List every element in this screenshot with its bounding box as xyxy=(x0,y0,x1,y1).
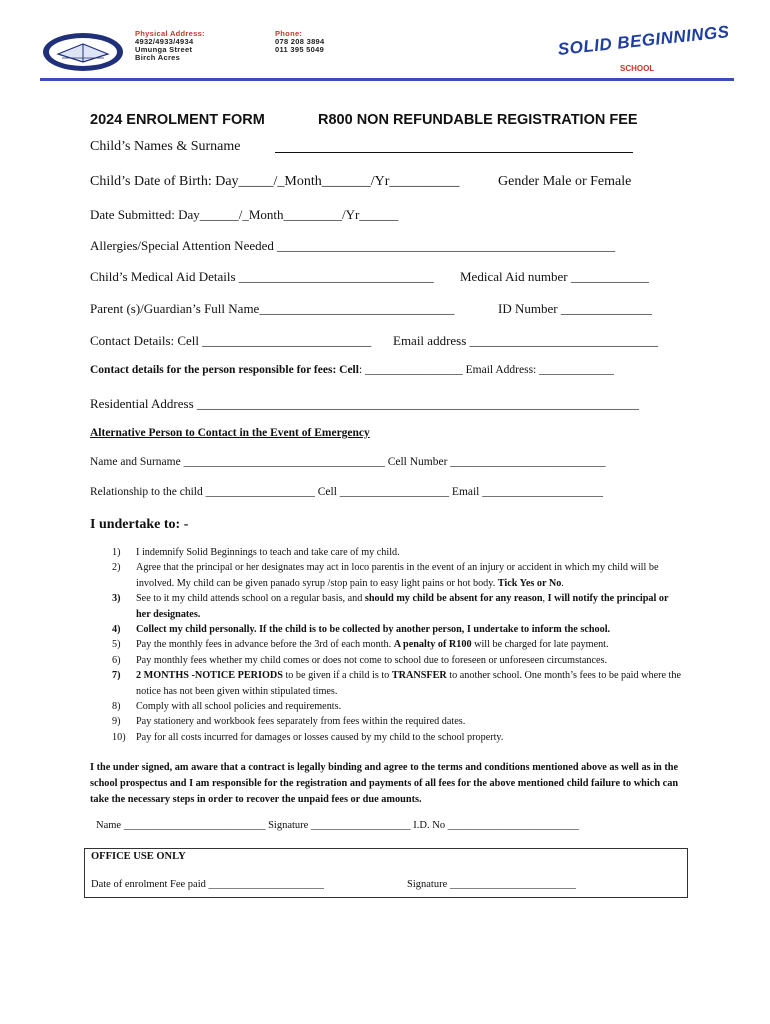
child-names-field[interactable] xyxy=(275,152,633,153)
list-item-text: TRANSFER xyxy=(391,670,447,682)
brand-sub: SCHOOL xyxy=(620,64,655,73)
list-item xyxy=(112,714,682,729)
signoff-field[interactable]: Name ___________________________ Signature ___________________ I.D. No _________________________ xyxy=(96,820,579,831)
list-item-text: Collect my child personally. If the child is to be collected by another person, I undertake to inform the school. xyxy=(136,624,611,636)
list-item-number: 5) xyxy=(112,639,121,651)
child-dob-field[interactable]: Child’s Date of Birth: Day_____/_Month_______/Yr__________ xyxy=(90,174,460,189)
list-item-number: 4) xyxy=(112,624,121,636)
phone-block xyxy=(275,30,324,54)
child-names-label: Child’s Names & Surname xyxy=(90,139,241,154)
id-number-field[interactable]: ID Number ______________ xyxy=(498,301,652,316)
form-title: 2024 ENROLMENT FORM xyxy=(90,112,265,128)
letterhead xyxy=(40,22,734,80)
fees-contact-label: Contact details for the person responsible for fees: Cell xyxy=(90,364,359,376)
registration-fee-title: R800 NON REFUNDABLE REGISTRATION FEE xyxy=(318,112,638,128)
physical-address xyxy=(135,30,205,62)
list-item-text: Agree that the principal or her designates may act in loco parentis in the event of an injury or accident in which my child will be involved. My child can be given panado syrup /stop pain to easy light pains or hot body. xyxy=(136,562,659,589)
fees-contact-blanks: : _________________ Email Address: _____________ xyxy=(358,364,614,376)
list-item-number: 10) xyxy=(112,731,126,743)
list-item-number: 2) xyxy=(112,562,121,574)
address-label: Physical Address: xyxy=(135,29,205,38)
enrolment-fee-field[interactable]: Date of enrolment Fee paid ______________________ xyxy=(91,879,324,890)
list-item-text: to another school. One month’s fees to be paid where the notice has not been given within stipulated times. xyxy=(136,670,681,697)
list-item-number: 6) xyxy=(112,654,121,666)
phone-label: Phone: xyxy=(275,29,303,38)
list-item-text: I indemnify Solid Beginnings to teach and take care of my child. xyxy=(136,547,400,558)
list-item-text: Tick Yes or No xyxy=(497,577,562,589)
phone-number: 078 208 3894 xyxy=(275,37,325,46)
fees-contact-field[interactable] xyxy=(90,364,614,376)
office-signature-field[interactable]: Signature ________________________ xyxy=(407,879,576,890)
list-item-text: Pay the monthly fees in advance before the 3rd of each month. xyxy=(136,639,394,651)
parent-name-field[interactable]: Parent (s)/Guardian’s Full Name______________________________ xyxy=(90,301,455,316)
date-submitted-field[interactable]: Date Submitted: Day______/_Month_________/Yr______ xyxy=(90,207,399,222)
brand-logo xyxy=(550,22,731,76)
alt-relationship-field[interactable]: Relationship to the child ___________________ Cell ___________________ Email _____________________ xyxy=(90,486,604,498)
list-item-text: will be charged for late payment. xyxy=(471,639,609,651)
office-use-heading: OFFICE USE ONLY xyxy=(91,851,186,862)
office-use-box xyxy=(84,848,688,898)
list-item xyxy=(112,699,682,714)
address-line: 4932/4933/4934 xyxy=(135,37,194,46)
allergies-field[interactable]: Allergies/Special Attention Needed ____________________________________________________ xyxy=(90,238,616,253)
list-item xyxy=(112,730,682,745)
address-line: Umunga Street xyxy=(135,45,193,54)
contact-email-field[interactable]: Email address _____________________________ xyxy=(393,333,659,348)
school-crest-icon xyxy=(42,32,124,72)
declaration: I the under signed, am aware that a contract is legally binding and agree to the terms and conditions mentioned above as well as in the school prospectus and I am responsible for the registration and payments of all fees for the above mentioned child failure to which can take the necessary steps in order to recover the unpaid fees or due amounts. xyxy=(90,762,679,805)
list-item-text: A penalty of R100 xyxy=(393,639,472,651)
address-line: Birch Acres xyxy=(135,53,181,62)
list-item-number: 3) xyxy=(112,593,121,605)
list-item-text: should my child be absent for any reason xyxy=(364,593,543,605)
contact-cell-field[interactable]: Contact Details: Cell __________________________ xyxy=(90,333,372,348)
list-item xyxy=(112,622,682,637)
list-item xyxy=(112,637,682,652)
list-item-number: 9) xyxy=(112,716,121,728)
residential-address-field[interactable]: Residential Address ____________________________________________________________________ xyxy=(90,396,639,411)
list-item xyxy=(112,653,682,668)
list-item-text: 2 MONTHS -NOTICE PERIODS xyxy=(136,670,283,682)
gender-field[interactable]: Gender Male or Female xyxy=(498,174,632,189)
list-item xyxy=(112,560,682,591)
list-item-text: . xyxy=(561,577,564,589)
list-item xyxy=(112,545,682,560)
phone-number: 011 395 5049 xyxy=(275,45,325,54)
emergency-contact-heading: Alternative Person to Contact in the Event of Emergency xyxy=(90,427,370,439)
list-item-text: I will notify the principal or her designates. xyxy=(136,593,669,620)
alt-name-field[interactable]: Name and Surname ___________________________________ Cell Number ___________________________ xyxy=(90,456,606,468)
brand-name: SOLID BEGINNINGS xyxy=(556,22,731,59)
medical-aid-number-field[interactable]: Medical Aid number ____________ xyxy=(460,269,649,284)
list-item-text: to be given if a child is to xyxy=(282,670,392,682)
list-item-text: See to it my child attends school on a regular basis, and xyxy=(136,593,365,605)
list-item xyxy=(112,591,682,622)
list-item-number: 1) xyxy=(112,547,121,558)
list-item-number: 8) xyxy=(112,701,121,713)
list-item-text: Pay for all costs incurred for damages or losses caused by my child to the school property. xyxy=(136,731,504,743)
undertake-heading: I undertake to: - xyxy=(90,517,189,532)
list-item-number: 7) xyxy=(112,670,121,682)
header-rule xyxy=(40,78,734,81)
medical-aid-field[interactable]: Child’s Medical Aid Details ______________________________ xyxy=(90,269,434,284)
list-item-text: Pay stationery and workbook fees separately from fees within the required dates. xyxy=(136,716,466,728)
list-item-text: Pay monthly fees whether my child comes or does not come to school due to foreseen or unforeseen circumstances. xyxy=(136,654,608,666)
list-item-text: , xyxy=(542,593,548,605)
list-item-text: Comply with all school policies and requirements. xyxy=(136,701,342,713)
undertakings-list xyxy=(112,545,682,745)
list-item xyxy=(112,668,682,699)
